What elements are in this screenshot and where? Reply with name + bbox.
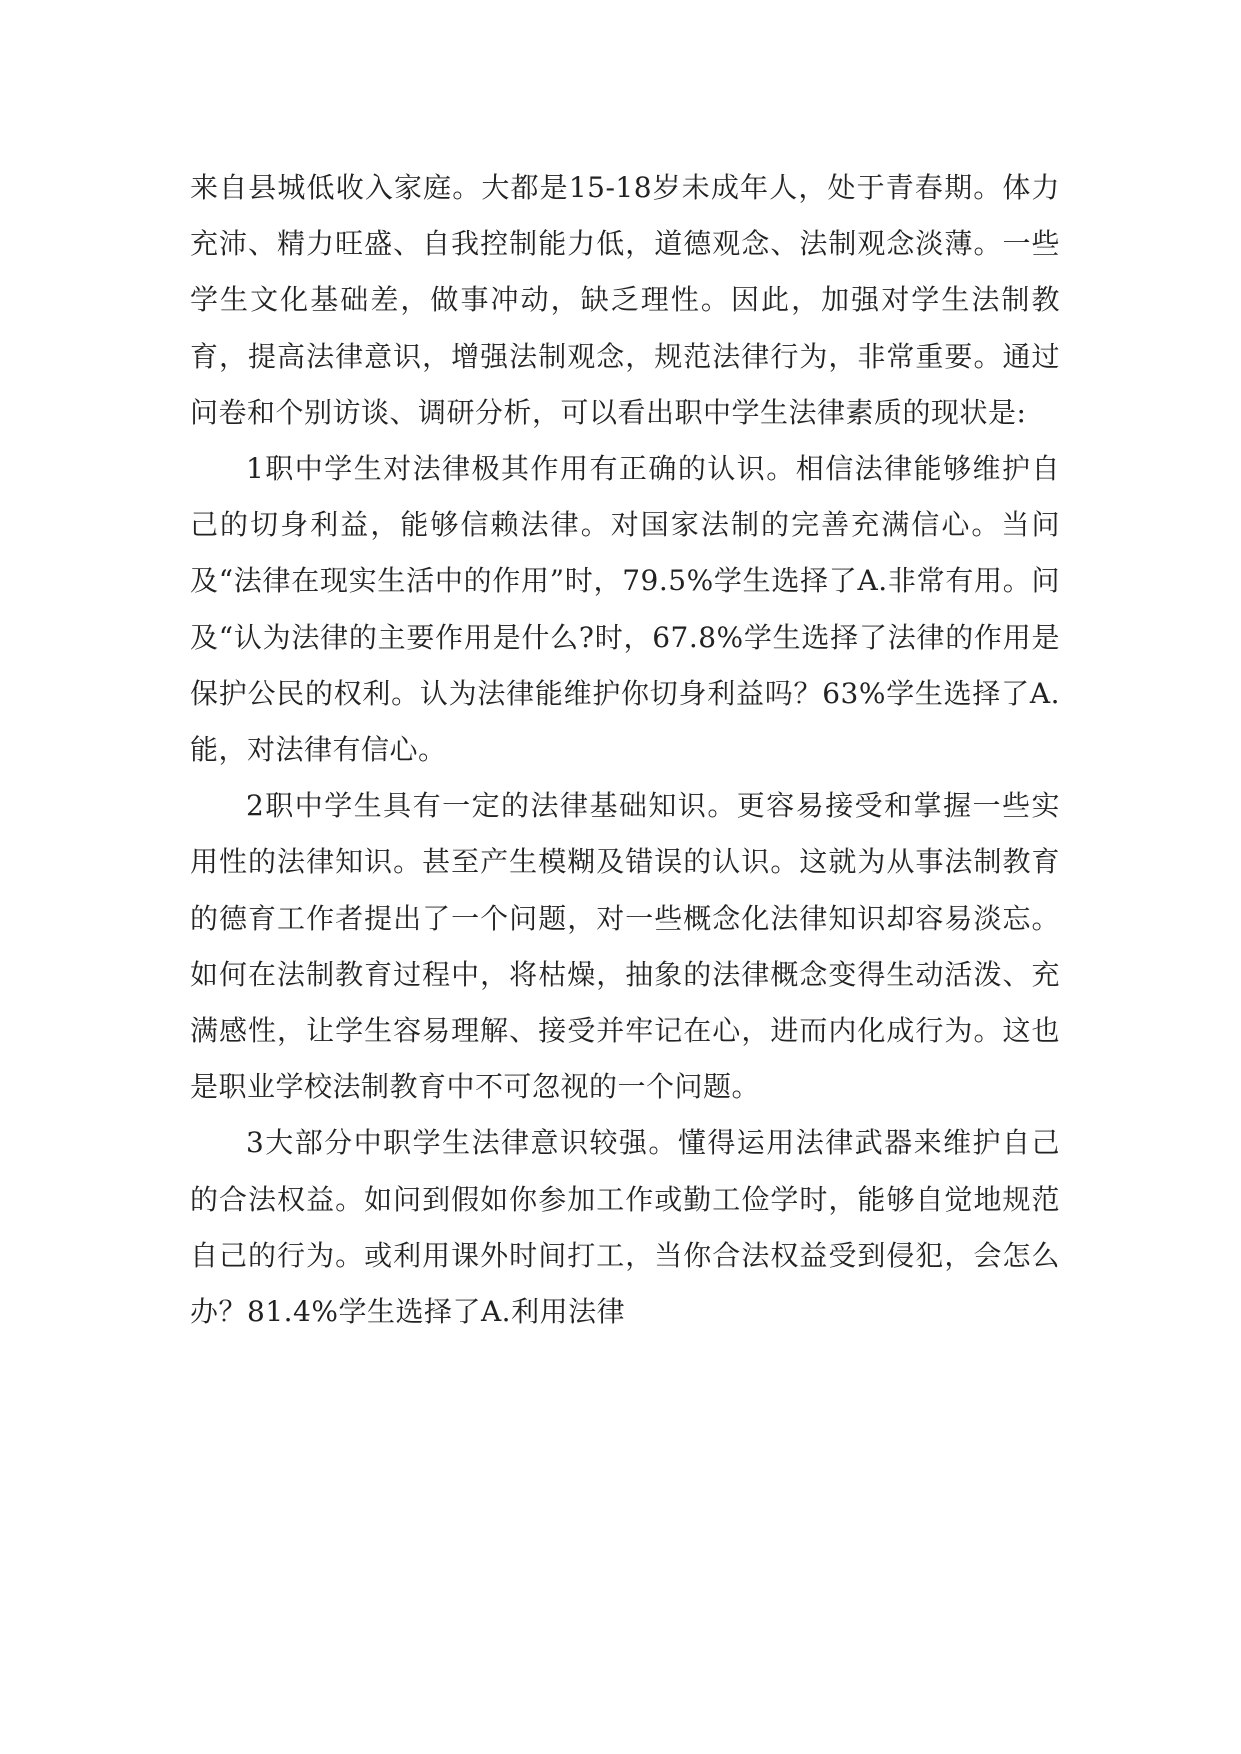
paragraph-point-1: 1职中学生对法律极其作用有正确的认识。相信法律能够维护自己的切身利益，能够信赖法律。对国家法制的完善充满信心。当问及“法律在现实生活中的作用”时，79.5%学生选择了A.非常有用。问及“认为法律的主要作用是什么?时，67.8%学生选择了法律的作用是保护公民的权利。认为法律能维护你切身利益吗？63%学生选择了A.能，对法律有信心。	[190, 452, 1060, 767]
paragraph-intro: 来自县城低收入家庭。大都是15-18岁未成年人，处于青春期。体力充沛、精力旺盛、自我控制能力低，道德观念、法制观念淡薄。一些学生文化基础差，做事冲动，缺乏理性。因此，加强对学生法制教育，提高法律意识，增强法制观念，规范法律行为，非常重要。通过问卷和个别访谈、调研分析，可以看出职中学生法律素质的现状是:	[190, 171, 1060, 429]
paragraph-point-2: 2职中学生具有一定的法律基础知识。更容易接受和掌握一些实用性的法律知识。甚至产生模糊及错误的认识。这就为从事法制教育的德育工作者提出了一个问题，对一些概念化法律知识却容易淡忘。如何在法制教育过程中，将枯燥，抽象的法律概念变得生动活泼、充满感性，让学生容易理解、接受并牢记在心，进而内化成行为。这也是职业学校法制教育中不可忽视的一个问题。	[190, 789, 1060, 1104]
body-text	[190, 160, 1060, 1340]
paragraph-point-3: 3大部分中职学生法律意识较强。懂得运用法律武器来维护自己的合法权益。如问到假如你参加工作或勤工俭学时，能够自觉地规范自己的行为。或利用课外时间打工，当你合法权益受到侵犯，会怎么办？81.4%学生选择了A.利用法律	[190, 1126, 1060, 1329]
